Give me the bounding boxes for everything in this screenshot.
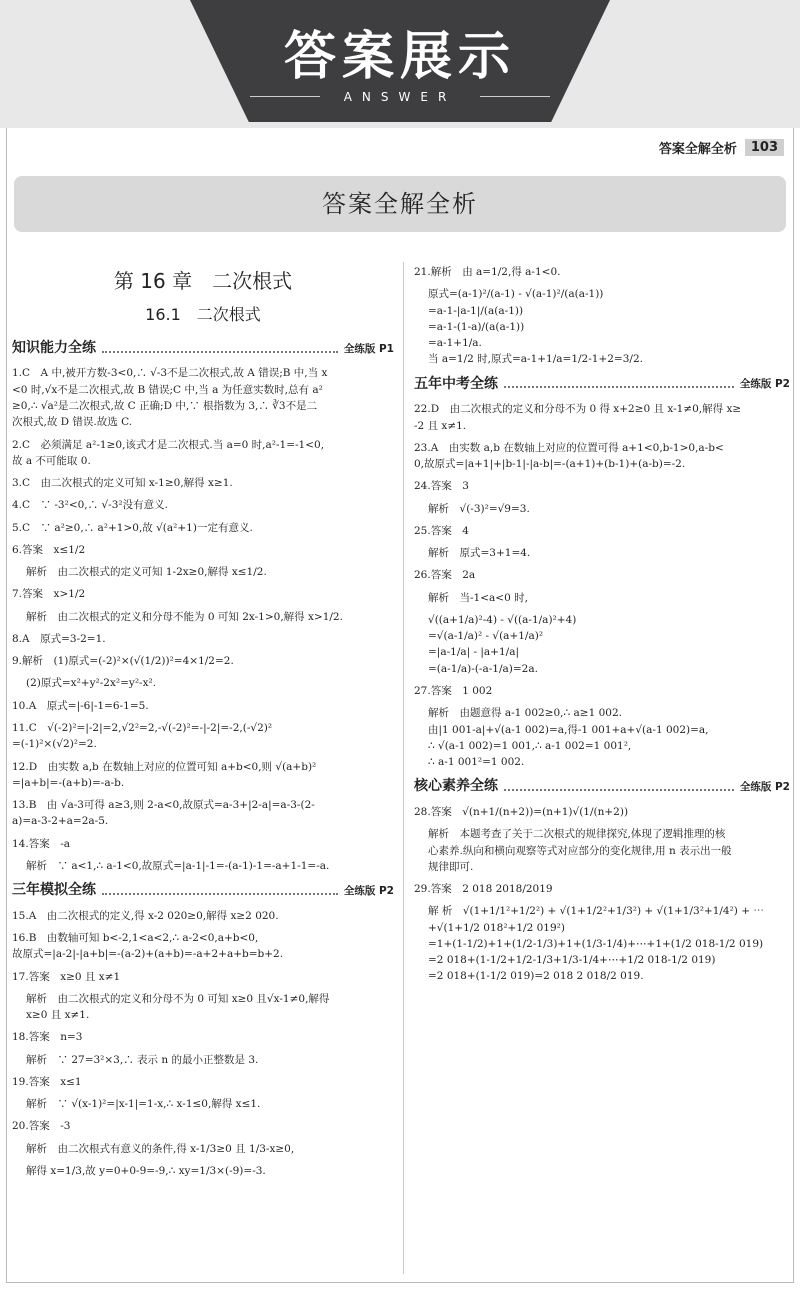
answer-line: a)=a-3-2+a=2a-5. [12, 815, 109, 828]
chapter-title: 第 16 章 二次根式 [113, 269, 293, 293]
section-title: 16.1 二次根式 [145, 305, 261, 324]
derivation-line: 当 a=1/2 时,原式=a-1+1/a=1/2-1+2=3/2. [428, 353, 643, 366]
derivation-line: =a-1-(1-a)/(a(a-1)) [428, 320, 525, 333]
answer-item: 17.答案 x≥0 且 x≠1 [12, 970, 121, 983]
answer-line: 次根式,故 D 错误.故选 C. [12, 416, 133, 429]
dot-leader [504, 380, 734, 388]
section-heading [414, 776, 790, 798]
derivation-line: +√(1+1/2 018²+1/2 019²) [428, 921, 565, 934]
derivation [414, 286, 790, 367]
analysis-line: 解析 由二次根式的定义和分母不能为 0 可知 2x-1>0,解得 x>1/2. [26, 610, 343, 623]
analysis-line: ∴ a-1 001²=1 002. [428, 756, 525, 769]
section-heading [414, 374, 790, 396]
section-heading [12, 880, 394, 902]
answer-item: 28.答案 √(n+1/(n+2))=(n+1)√(1/(n+2)) [414, 806, 629, 819]
analysis-line: 解析 ∵ √(x-1)²=|x-1|=1-x,∴ x-1≤0,解得 x≤1. [26, 1098, 261, 1111]
answer-item: 20.答案 -3 [12, 1120, 71, 1133]
answer-item [12, 797, 394, 830]
answer-line: 16.B 由数轴可知 b<-2,1<a<2,∴ a-2<0,a+b<0, [12, 932, 259, 945]
section-heading-edition: 全练版 P2 [739, 781, 790, 794]
analysis-line: (2)原式=x²+y²-2x²=y²-x². [26, 677, 157, 690]
analysis-line: x≥0 且 x≠1. [26, 1009, 90, 1022]
running-head-text: 答案全解全析 [658, 142, 737, 157]
analysis-line: 解析 ∵ a<1,∴ a-1<0,故原式=|a-1|-1=-(a-1)-1=-a+1-1=-a. [26, 859, 330, 872]
section-heading-edition: 全练版 P2 [343, 884, 394, 897]
section-heading-title: 知识能力全练 [12, 339, 96, 356]
answer-line: <0 时,√x不是二次根式,故 B 错误;C 中,当 a 为任意实数时,总有 a² [12, 383, 323, 396]
derivation-line: =√(a-1/a)² - √(a+1/a)² [428, 630, 544, 643]
answer-line: 11.C √(-2)²=|-2|=2,√2²=2,-√(-2)²=-|-2|=-2,(-√2)² [12, 722, 273, 734]
column-divider [403, 262, 404, 1274]
analysis-line: 解析 本题考查了关于二次根式的规律探究,体现了逻辑推理的核 [428, 828, 726, 841]
dot-leader [504, 783, 734, 791]
analysis-line: 解析 ∵ 27=3²×3,∴ 表示 n 的最小正整数是 3. [26, 1053, 259, 1066]
analysis-line: ∴ √(a-1 002)=1 001,∴ a-1 002=1 001², [428, 739, 632, 752]
answer-line: 22.D 由二次根式的定义和分母不为 0 得 x+2≥0 且 x-1≠0,解得 x≥ [414, 403, 742, 416]
analysis-line: 解析 原式=3+1=4. [428, 547, 531, 560]
dot-leader [102, 345, 338, 353]
answer-item: 26.答案 2a [414, 569, 476, 582]
header-band [0, 0, 800, 128]
answer-item: 7.答案 x>1/2 [12, 588, 86, 601]
answer-item: 19.答案 x≤1 [12, 1075, 82, 1088]
derivation-line: =a-1-|a-1|/(a(a-1)) [428, 304, 524, 317]
analysis-line: 解得 x=1/3,故 y=0+0-9=-9,∴ xy=1/3×(-9)=-3. [26, 1165, 266, 1177]
answer-item: 8.A 原式=3-2=1. [12, 632, 106, 645]
answer-item [12, 759, 394, 792]
answer-item: 27.答案 1 002 [414, 685, 493, 697]
answer-item: 24.答案 3 [414, 480, 469, 493]
analysis-item [414, 705, 790, 770]
answer-item: 5.C ∵ a²≥0,∴ a²+1>0,故 √(a²+1)一定有意义. [12, 521, 253, 534]
derivation-line: √((a+1/a)²-4) - √((a-1/a)²+4) [428, 613, 577, 626]
section-heading-title: 三年模拟全练 [12, 882, 96, 899]
answer-line: 0,故原式=|a+1|+|b-1|-|a-b|=-(a+1)+(b-1)+(a-b)=-2. [414, 458, 686, 471]
left-column [12, 262, 394, 1185]
answer-line: =|a+b|=-(a+b)=-a-b. [12, 776, 125, 789]
analysis-line: 解析 由二次根式的定义和分母不为 0 可知 x≥0 且√x-1≠0,解得 [26, 992, 330, 1005]
dot-leader [102, 887, 338, 895]
answer-line: ≥0,∴ √a²是二次根式,故 C 正确;D 中,∵ 根指数为 3,∴ ∛3不是二 [12, 400, 318, 413]
section-heading-title: 核心素养全练 [414, 778, 498, 795]
answer-line: 23.A 由实数 a,b 在数轴上对应的位置可得 a+1<0,b-1>0,a-b< [414, 441, 724, 454]
derivation-line: =2 018+(1-1/2 019)=2 018 2 018/2 019. [428, 970, 644, 983]
answer-item [12, 720, 394, 753]
derivation [414, 903, 790, 984]
section-heading-edition: 全练版 P2 [739, 378, 790, 391]
answer-line: 1.C A 中,被开方数-3<0,∴ √-3不是二次根式,故 A 错误;B 中,当 x [12, 367, 328, 380]
answer-item: 10.A 原式=|-6|-1=6-1=5. [12, 699, 149, 712]
analysis-line: 解析 由题意得 a-1 002≥0,∴ a≥1 002. [428, 707, 622, 720]
section-heading [12, 338, 394, 360]
analysis-line: 解析 由二次根式有意义的条件,得 x-1/3≥0 且 1/3-x≥0, [26, 1142, 295, 1155]
answer-item [12, 365, 394, 430]
answer-line: -2 且 x≠1. [414, 419, 467, 432]
header-title: 答案展示 [283, 27, 516, 87]
analysis-line: 解析 当-1<a<0 时, [428, 591, 528, 604]
answer-item: 25.答案 4 [414, 524, 469, 537]
answer-line: =(-1)²×(√2)²=2. [12, 738, 97, 751]
derivation-line: 原式=(a-1)²/(a-1) - √(a-1)²/(a(a-1)) [428, 288, 604, 301]
answer-item: 14.答案 -a [12, 837, 71, 850]
header-subtitle: ANSWER [343, 90, 457, 104]
section-heading-edition: 全练版 P1 [343, 342, 394, 355]
analysis-item [12, 991, 394, 1024]
analysis-line: 解析 √(-3)²=√9=3. [428, 502, 530, 515]
analysis-item [414, 826, 790, 875]
answer-line: 12.D 由实数 a,b 在数轴上对应的位置可知 a+b<0,则 √(a+b)² [12, 760, 317, 773]
derivation-line: =1+(1-1/2)+1+(1/2-1/3)+1+(1/3-1/4)+⋯+1+(1/2 018-1/2 019) [428, 937, 764, 950]
answer-item: 29.答案 2 018 2018/2019 [414, 883, 553, 896]
right-column [414, 262, 790, 991]
page-number: 103 [745, 139, 784, 156]
answer-item: 9.解析 (1)原式=(-2)²×(√(1/2))²=4×1/2=2. [12, 655, 234, 668]
derivation-line: 解 析 √(1+1/1²+1/2²) + √(1+1/2²+1/3²) + √(1+1/3²+1/4²) + ⋯ [428, 905, 764, 918]
derivation-line: =(a-1/a)-(-a-1/a)=2a. [428, 662, 538, 675]
section-heading-title: 五年中考全练 [414, 375, 498, 392]
answer-line: 故原式=|a-2|-|a+b|=-(a-2)+(a+b)=-a+2+a+b=b+2. [12, 948, 284, 961]
analysis-line: 解析 由二次根式的定义可知 1-2x≥0,解得 x≤1/2. [26, 566, 267, 579]
answer-line: 故 a 不可能取 0. [12, 454, 91, 467]
answer-line: 2.C 必须满足 a²-1≥0,该式才是二次根式.当 a=0 时,a²-1=-1<0, [12, 438, 325, 451]
analysis-line: 心素养.纵向和横向观察等式对应部分的变化规律,用 n 表示出一般 [428, 844, 732, 857]
derivation-line: =2 018+(1-1/2+1/2-1/3+1/3-1/4+⋯+1/2 018-1/2 019) [428, 954, 716, 967]
answer-item: 6.答案 x≤1/2 [12, 543, 86, 556]
answer-item: 21.解析 由 a=1/2,得 a-1<0. [414, 266, 561, 278]
answer-item: 4.C ∵ -3²<0,∴ √-3²没有意义. [12, 499, 168, 512]
answer-item [12, 930, 394, 963]
derivation-line: =a-1+1/a. [428, 337, 482, 350]
analysis-line: 由|1 001-a|+√(a-1 002)=a,得-1 001+a+√(a-1 002)=a, [428, 723, 709, 736]
derivation [414, 612, 790, 677]
analysis-line: 规律即可. [428, 860, 474, 873]
derivation-line: =|a-1/a| - |a+1/a| [428, 646, 519, 659]
answer-item: 18.答案 n=3 [12, 1031, 83, 1044]
answer-item: 3.C 由二次根式的定义可知 x-1≥0,解得 x≥1. [12, 477, 233, 490]
page-banner: 答案全解全析 [14, 176, 786, 232]
running-head [659, 138, 784, 157]
answer-item [12, 437, 394, 470]
answer-line: 13.B 由 √a-3可得 a≥3,则 2-a<0,故原式=a-3+|2-a|=a-3-(2- [12, 799, 315, 812]
answer-item [414, 401, 790, 434]
answer-item [414, 440, 790, 473]
answer-item: 15.A 由二次根式的定义,得 x-2 020≥0,解得 x≥2 020. [12, 909, 279, 922]
